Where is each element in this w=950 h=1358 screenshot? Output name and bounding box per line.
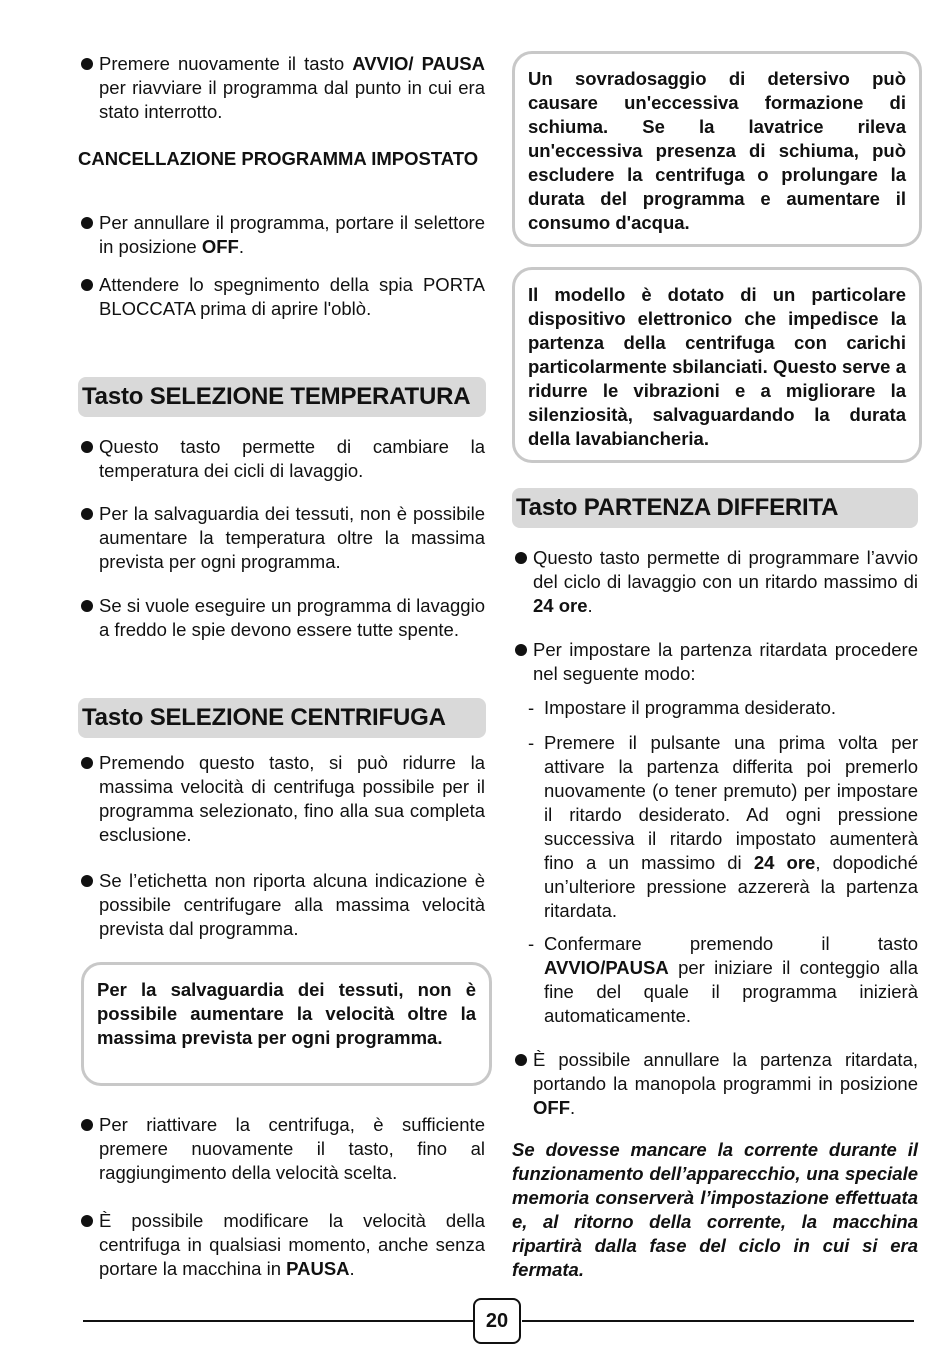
dash-marker: - (528, 697, 535, 718)
subheading-cancel-program: CANCELLAZIONE PROGRAMMA IMPOSTATO (78, 148, 479, 169)
bullet-icon (515, 644, 527, 656)
list-item: Per annullare il programma, portare il selettore in posizione OFF. (78, 211, 485, 259)
footer-rule-left (83, 1320, 473, 1322)
footer-rule-right (522, 1320, 914, 1322)
list-item: È possibile modificare la velocità della centrifuga in qualsiasi momento, anche senza portare la macchina in PAUSA. (78, 1209, 485, 1281)
bullet-icon (81, 875, 93, 887)
bullet-icon (81, 441, 93, 453)
list-item: Per riattivare la centrifuga, è sufficiente premere nuovamente il tasto, fino al raggiungimento della velocità scelta. (78, 1113, 485, 1185)
list-item: Premendo questo tasto, si può ridurre la massima velocità di centrifuga possibile per il programma selezionato, fino alla sua completa esclusione. (78, 751, 485, 847)
list-item: Attendere lo spegnimento della spia PORTA BLOCCATA prima di aprire l'oblò. (78, 273, 485, 321)
note-box-unbalanced-load: Il modello è dotato di un particolare dispositivo elettronico che impedisce la partenza della centrifuga con carichi particolarmente sbilanciati. Questo serve a ridurre le vibrazioni e a migliorare la silenziosità, salvaguardando la durata della lavabiancheria. (512, 267, 922, 463)
list-item: - Impostare il programma desiderato. (528, 697, 837, 718)
section-heading-temperature: Tasto SELEZIONE TEMPERATURA (78, 377, 486, 417)
list-item: - Confermare premendo il tasto AVVIO/PAUSA per iniziare il conteggio alla fine del quale il programma inizierà automaticamente. (528, 933, 918, 1026)
power-failure-note: Se dovesse mancare la corrente durante il funzionamento dell’apparecchio, una speciale memoria conserverà l’impostazione effettuata e, al ritorno della corrente, la macchina ripartirà dalla fase del ciclo in cui si era fermata. (512, 1139, 918, 1280)
list-item: È possibile annullare la partenza ritardata, portando la manopola programmi in posizione OFF. (512, 1048, 918, 1120)
section-heading-delayed-start: Tasto PARTENZA DIFFERITA (512, 488, 918, 528)
bullet-icon (81, 757, 93, 769)
bullet-icon (81, 508, 93, 520)
note-box-detergent: Un sovradosaggio di detersivo può causare un'eccessiva formazione di schiuma. Se la lavatrice rileva un'eccessiva presenza di schiuma, può escludere la centrifuga o prolungare la durata del programma e aumentare il consumo d'acqua. (512, 51, 922, 247)
list-item: Se si vuole eseguire un programma di lavaggio a freddo le spie devono essere tutte spente. (78, 594, 485, 642)
note-box-spin: Per la salvaguardia dei tessuti, non è possibile aumentare la velocità oltre la massima prevista per ogni programma. (81, 962, 492, 1086)
bullet-icon (515, 552, 527, 564)
bullet-icon (81, 217, 93, 229)
bullet-icon (81, 1215, 93, 1227)
bullet-icon (81, 1119, 93, 1131)
list-item: Questo tasto permette di programmare l’avvio del ciclo di lavaggio con un ritardo massimo di 24 ore. (512, 546, 918, 618)
bullet-icon (81, 279, 93, 291)
bullet-icon (515, 1054, 527, 1066)
list-item: - Premere il pulsante una prima volta per attivare la partenza differita poi premerlo nuovamente (o tener premuto) per impostare il ritardo desiderato. Ad ogni pressione successiva il ritardo impostato aumenterà fino a un massimo di 24 ore, dopodiché un’ulteriore pressione azzererà la partenza ritardata. (528, 732, 918, 921)
bullet-icon (81, 58, 93, 70)
list-item: Se l’etichetta non riporta alcuna indicazione è possibile centrifugare alla massima velocità prevista dal programma. (78, 869, 485, 941)
dash-marker: - (528, 732, 535, 753)
list-item: Per impostare la partenza ritardata procedere nel seguente modo: (512, 638, 918, 686)
section-heading-spin: Tasto SELEZIONE CENTRIFUGA (78, 698, 486, 738)
dash-marker: - (528, 933, 535, 954)
page-number: 20 (473, 1298, 521, 1344)
list-item: Questo tasto permette di cambiare la temperatura dei cicli di lavaggio. (78, 435, 485, 483)
list-item: Premere nuovamente il tasto AVVIO/ PAUSA per riavviare il programma dal punto in cui era stato interrotto. (78, 52, 485, 124)
list-item: Per la salvaguardia dei tessuti, non è possibile aumentare la temperatura oltre la massima prevista per ogni programma. (78, 502, 485, 574)
bullet-icon (81, 600, 93, 612)
